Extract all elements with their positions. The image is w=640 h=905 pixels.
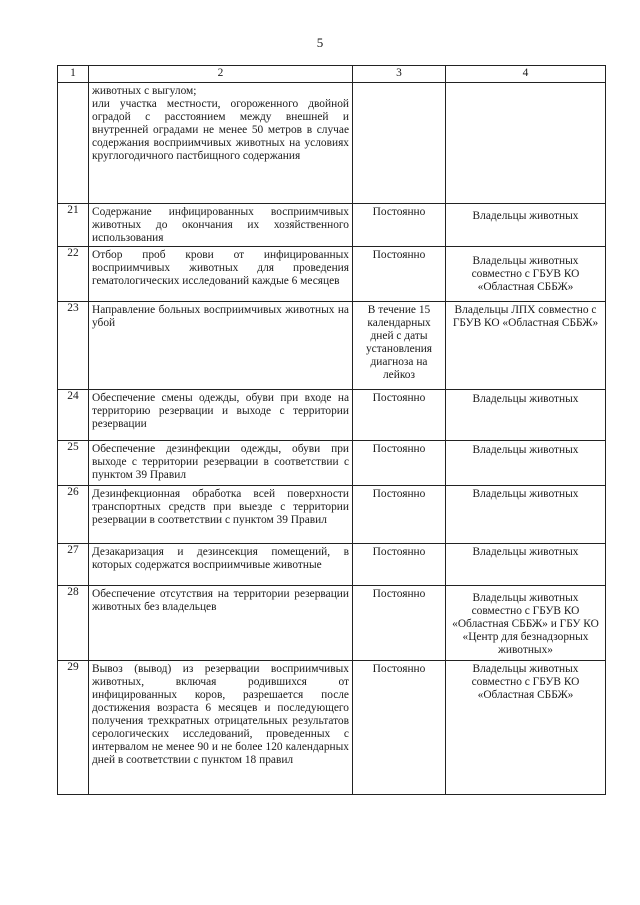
row-description-text: Обеспечение дезинфекции одежды, обуви при выходе с территории резервации в соответствии с пунктом 39 Правил bbox=[92, 443, 349, 481]
row-executor-text: Владельцы животных совместно с ГБУВ КО «Областная СББЖ» bbox=[471, 255, 580, 293]
row-number: 26 bbox=[58, 486, 89, 544]
row-executor bbox=[446, 586, 606, 661]
row-description bbox=[89, 544, 353, 586]
row-period-text: Постоянно bbox=[372, 663, 426, 675]
row-description-text: Содержание инфицированных восприимчивых животных до окончания их хозяйственного использования bbox=[92, 206, 349, 244]
row-description bbox=[89, 247, 353, 302]
table-row bbox=[58, 302, 606, 390]
row-period bbox=[353, 441, 446, 486]
row-number: 23 bbox=[58, 302, 89, 390]
row-description-text: Обеспечение смены одежды, обуви при входе на территорию резервации и выходе с территории резервации bbox=[92, 392, 349, 430]
row-period-text: Постоянно bbox=[372, 546, 426, 558]
row-period-text: В течение 15 календарных дней с даты установления диагноза на лейкоз bbox=[365, 304, 433, 381]
row-description-text: Отбор проб крови от инфицированных восприимчивых животных для проведения гематологических исследований каждые 6 месяцев bbox=[92, 249, 349, 287]
row-period-text: Постоянно bbox=[372, 206, 426, 218]
row-number: 28 bbox=[58, 586, 89, 661]
row-executor-text: Владельцы животных совместно с ГБУВ КО «Областная СББЖ» и ГБУ КО «Центр для безнадзорных животных» bbox=[452, 592, 599, 656]
row-number: 24 bbox=[58, 390, 89, 441]
row-period bbox=[353, 586, 446, 661]
row-executor bbox=[446, 441, 606, 486]
row-executor-text: Владельцы ЛПХ совместно с ГБУВ КО «Областная СББЖ» bbox=[452, 304, 599, 329]
row-description bbox=[89, 390, 353, 441]
row-number: 27 bbox=[58, 544, 89, 586]
row-period bbox=[353, 247, 446, 302]
row-description-text: Обеспечение отсутствия на территории резервации животных без владельцев bbox=[92, 588, 349, 613]
table-row bbox=[58, 247, 606, 302]
row-period bbox=[353, 302, 446, 390]
table-row bbox=[58, 390, 606, 441]
row-period bbox=[353, 83, 446, 204]
row-period bbox=[353, 204, 446, 247]
row-executor-text: Владельцы животных bbox=[472, 393, 579, 405]
page-number: 5 bbox=[316, 35, 324, 50]
row-description-text: Вывоз (вывод) из резервации восприимчивых животных, включая родившихся от инфицированных коров, разрешается после достижения возраста 6 месяцев и последующего получения трехкратных отрицательных результатов серологических исследований, проведенных с интервалом не менее 90 и не более 120 календарных дней в соответствии с пунктом 18 правил bbox=[92, 663, 349, 766]
row-description bbox=[89, 204, 353, 247]
row-description-text: животных с выгулом; или участка местности, огороженного двойной оградой с расстоянием между внешней и внутренней оградами не менее 50 метров в случае содержания восприимчивых животных на условиях круглогодичного пастбищного содержания bbox=[92, 85, 349, 162]
row-description bbox=[89, 486, 353, 544]
row-description-text: Дезакаризация и дезинсекция помещений, в которых содержатся восприимчивые животные bbox=[92, 546, 349, 571]
row-executor bbox=[446, 204, 606, 247]
row-period-text: Постоянно bbox=[372, 588, 426, 600]
row-number: 29 bbox=[58, 661, 89, 795]
row-description bbox=[89, 586, 353, 661]
row-executor bbox=[446, 83, 606, 204]
row-period bbox=[353, 661, 446, 795]
table-row bbox=[58, 544, 606, 586]
row-description bbox=[89, 661, 353, 795]
row-executor bbox=[446, 544, 606, 586]
row-executor-text: Владельцы животных bbox=[472, 546, 579, 558]
table-row bbox=[58, 586, 606, 661]
row-period bbox=[353, 390, 446, 441]
column-header-1: 1 bbox=[58, 66, 89, 83]
table-row-continuation bbox=[58, 83, 606, 204]
row-period bbox=[353, 544, 446, 586]
table-row bbox=[58, 661, 606, 795]
row-executor-text: Владельцы животных bbox=[472, 210, 579, 222]
row-description-text: Направление больных восприимчивых животных на убой bbox=[92, 304, 349, 329]
row-description bbox=[89, 83, 353, 204]
row-executor-text: Владельцы животных совместно с ГБУВ КО «Областная СББЖ» bbox=[471, 663, 580, 701]
table-header-row bbox=[58, 66, 606, 83]
row-period bbox=[353, 486, 446, 544]
row-period-text: Постоянно bbox=[372, 392, 426, 404]
row-period-text: Постоянно bbox=[372, 488, 426, 500]
row-number: 22 bbox=[58, 247, 89, 302]
table-row bbox=[58, 486, 606, 544]
row-executor bbox=[446, 390, 606, 441]
column-header-4: 4 bbox=[446, 66, 606, 83]
row-executor bbox=[446, 661, 606, 795]
row-executor bbox=[446, 486, 606, 544]
row-period-text: Постоянно bbox=[372, 443, 426, 455]
row-description bbox=[89, 302, 353, 390]
column-header-3: 3 bbox=[353, 66, 446, 83]
row-number: 25 bbox=[58, 441, 89, 486]
measures-table bbox=[57, 65, 606, 795]
row-executor bbox=[446, 302, 606, 390]
table-row bbox=[58, 441, 606, 486]
row-number bbox=[58, 83, 89, 204]
row-description-text: Дезинфекционная обработка всей поверхности транспортных средств при выезде с территории резервации в соответствии с пунктом 39 Правил bbox=[92, 488, 349, 526]
row-number: 21 bbox=[58, 204, 89, 247]
row-executor bbox=[446, 247, 606, 302]
row-executor-text: Владельцы животных bbox=[472, 444, 579, 456]
row-period-text: Постоянно bbox=[372, 249, 426, 261]
table-row bbox=[58, 204, 606, 247]
row-executor-text: Владельцы животных bbox=[472, 488, 579, 500]
column-header-2: 2 bbox=[89, 66, 353, 83]
row-description bbox=[89, 441, 353, 486]
